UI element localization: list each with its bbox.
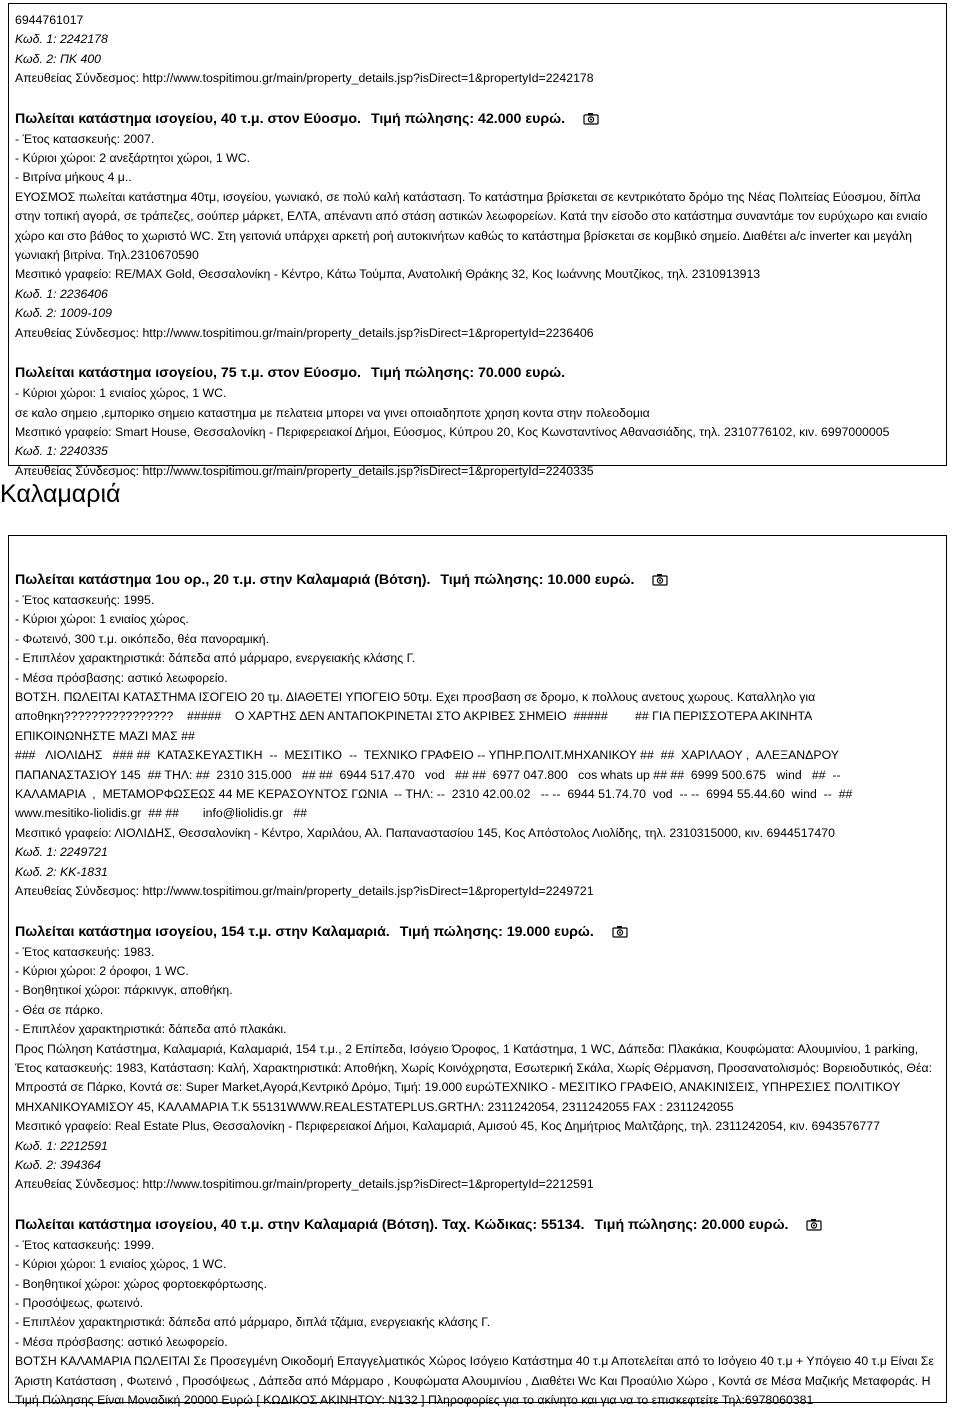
listing-direct-link[interactable]: Απευθείας Σύνδεσμος: http://www.tospitimou.gr/main/property_details.jsp?isDirect=1&propertyId=2236406	[15, 325, 594, 340]
feature-line: - Έτος κατασκευής: 1995.	[15, 593, 155, 607]
region-heading: Καλαμαριά	[0, 480, 121, 508]
feature-line: - Θέα σε πάρκο.	[15, 1002, 104, 1017]
listing-code1: Κωδ. 1: 2242178	[15, 32, 108, 47]
listing-price: Τιμή πώλησης: 20.000 ευρώ.	[594, 1216, 789, 1233]
listing-office: Μεσιτικό γραφείο: ΛΙΟΛΙΔΗΣ, Θεσσαλονίκη - Κέντρο, Χαριλάου, Αλ. Παπαναστασίου 145, Κος Απόστολος Λιολίδης, τηλ. 2310315000, κιν. 6944517470	[15, 825, 835, 840]
listing-office: Μεσιτικό γραφείο: RE/MAX Gold, Θεσσαλονίκη - Κέντρο, Κάτω Τούμπα, Ανατολική Θράκης 32, Κος Ιωάννης Μουτζίκος, τηλ. 2310913913	[15, 267, 761, 282]
listing-description: ΒΟΤΣΗ ΚΑΛΑΜΑΡΙΑ ΠΩΛΕΙΤΑΙ Σε Προσεγμένη Οικοδομή Επαγγελματικός Χώρος Ισόγειο Κατάστημα 40 τ.μ Αποτελείται από το Ισόγειο 40 τ.μ + Υπόγειο 40 τ.μ Είναι Σε Άριστη Κατάσταση , Φωτεινό , Προσόψεως , Δάπεδα από Μάρμαρο , Κουφώματα Αλουμινίου , Διαθέτει Wc Και Προαύλιο Χώρο , Κοντά σε Μέσα Μαζικής Μεταφοράς. Η Τιμή Πώλησης Είναι Μοναδική 20000 Ευρώ [ ΚΩΔΙΚΟΣ ΑΚΙΝΗΤΟΥ: Ν132 ] Πληροφορίες για το ακίνητο και για να το επισκεφτείτε Τηλ:6978060381	[15, 1354, 934, 1408]
feature-line: - Μέσα πρόσβασης: αστικό λεωφορείο.	[15, 1334, 228, 1349]
listing-direct-link[interactable]: Απευθείας Σύνδεσμος: http://www.tospitimou.gr/main/property_details.jsp?isDirect=1&propertyId=2249721	[15, 884, 594, 899]
feature-line: - Κύριοι χώροι: 2 ανεξάρτητοι χώροι, 1 WC.	[15, 151, 251, 166]
listing-title-text: Πωλείται κατάστημα ισογείου, 75 τ.μ. στον Εύοσμο.	[15, 365, 361, 382]
description-line: ΕΠΙΚΟΙΝΩΝΗΣΤΕ ΜΑΖΙ ΜΑΣ ##	[15, 728, 195, 743]
description-line: www.mesitiko-liolidis.gr ## ## info@liolidis.gr ##	[15, 806, 308, 821]
feature-line: - Βοηθητικοί χώροι: πάρκινγκ, αποθήκη.	[15, 983, 233, 998]
listing-office: Μεσιτικό γραφείο: Real Estate Plus, Θεσσαλονίκη - Περιφερειακοί Δήμοι, Καλαμαριά, Αμισού 45, Κος Δημήτριος Μαλτζάρης, τηλ. 2311242054, κιν. 6943576777	[15, 1119, 880, 1134]
listing-direct-link[interactable]: Απευθείας Σύνδεσμος: http://www.tospitimou.gr/main/property_details.jsp?isDirect=1&propertyId=2212591	[15, 1177, 594, 1192]
listing-title[interactable]	[15, 570, 940, 591]
camera-icon[interactable]	[652, 573, 668, 586]
listing-code1: Κωδ. 1: 2249721	[15, 845, 108, 860]
listing-title[interactable]	[15, 363, 940, 384]
listing-code2: Κωδ. 2: ΠΚ 400	[15, 51, 102, 66]
listing-phone: 6944761017	[15, 13, 84, 27]
feature-line: - Επιπλέον χαρακτηριστικά: δάπεδα από πλακάκι.	[15, 1022, 287, 1037]
feature-line: - Έτος κατασκευής: 1999.	[15, 1237, 155, 1252]
description-line: αποθηκη???????????????? ##### Ο ΧΑΡΤΗΣ ΔΕΝ ΑΝΤΑΠΟΚΡΙΝΕΤΑΙ ΣΤΟ ΑΚΡΙΒΕΣ ΣΗΜΕΙΟ ##### ## ΓΙΑ ΠΕΡΙΣΣΟΤΕΡΑ ΑΚΙΝΗΤΑ	[15, 709, 813, 724]
listing-title-text: Πωλείται κατάστημα 1ου ορ., 20 τ.μ. στην Καλαμαριά (Βότση).	[15, 572, 431, 588]
listing-code2: Κωδ. 2: 394364	[15, 1157, 102, 1172]
listing-office: Μεσιτικό γραφείο: Smart House, Θεσσαλονίκη - Περιφερειακοί Δήμοι, Εύοσμος, Κύπρου 20, Κος Κωνσταντίνος Αθανασιάδης, τηλ. 2310776102, κιν. 6997000005	[15, 424, 890, 439]
listing-description: ΕΥΟΣΜΟΣ πωλείται κατάστημα 40τμ, ισογείου, γωνιακό, σε πολύ καλή κατάσταση. Το κατάστημα βρίσκεται σε κεντρικότατο δρόμο της Νέας Πολιτείας Εύοσμου, δίπλα στην τοπική αγορά, σε τράπεζες, σούπερ μάρκετ, ΕΛΤΑ, απέναντι από στάση αστικών λεωφορείων. Κατά την είσοδο στο κατάστημα συναντάμε τον ευρύχωρο και ενιαίο χώρο και στο βάθος το χωριστό WC. Στη γειτονιά υπάρχει αρκετή ροή αυτοκινήτων καθώς το κατάστημα βρίσκεται σε κομβικό σημείο. Διαθέτει a/c inverter και μεγάλη γωνιακή βιτρίνα. Τηλ.2310670590	[15, 189, 928, 263]
listing-title[interactable]	[15, 1215, 940, 1236]
feature-line: - Φωτεινό, 300 τ.μ. οικόπεδο, θέα πανοραμική.	[15, 631, 270, 646]
listing-code1: Κωδ. 1: 2212591	[15, 1138, 108, 1153]
listings-block-evosmos	[8, 3, 947, 478]
description-line: ΚΑΛΑΜΑΡΙΑ , ΜΕΤΑΜΟΡΦΩΣΕΩΣ 44 ΜΕ ΚΕΡΑΣΟΥΝΤΟΣ ΓΩΝΙΑ -- ΤΗΛ: -- 2310 42.00.02 -- -- 6944 51.74.70 vod -- -- 6994 55.44.60 wind -- ##	[15, 787, 853, 802]
description-line: ΒΟΤΣΗ. ΠΩΛΕΙΤΑΙ ΚΑΤΑΣΤΗΜΑ ΙΣΟΓΕΙΟ 20 τμ. ΔΙΑΘΕΤΕΙ ΥΠΟΓΕΙΟ 50τμ. Εχει προσβαση σε δρομο, κ πολλους ανετους χωρους. Καταλληλο για	[15, 690, 816, 705]
camera-icon[interactable]	[806, 1218, 822, 1231]
camera-icon[interactable]	[583, 112, 599, 125]
listing-title[interactable]	[15, 109, 940, 130]
feature-line: - Βιτρίνα μήκους 4 μ..	[15, 170, 132, 185]
listings-block-kalamaria	[8, 535, 947, 1408]
feature-line: - Έτος κατασκευής: 2007.	[15, 131, 155, 146]
listing-price: Τιμή πώλησης: 10.000 ευρώ.	[440, 572, 635, 588]
listing-direct-link[interactable]: Απευθείας Σύνδεσμος: http://www.tospitimou.gr/main/property_details.jsp?isDirect=1&propertyId=2240335	[15, 463, 594, 478]
listing-title[interactable]	[15, 922, 940, 943]
feature-line: - Κύριοι χώροι: 2 όροφοι, 1 WC.	[15, 963, 189, 978]
feature-line: - Μέσα πρόσβασης: αστικό λεωφορείο.	[15, 670, 228, 685]
listing-code2: Κωδ. 2: 1009-109	[15, 306, 112, 321]
listing-code1: Κωδ. 1: 2240335	[15, 444, 108, 459]
listing-title-text: Πωλείται κατάστημα ισογείου, 154 τ.μ. στην Καλαμαριά.	[15, 923, 390, 940]
feature-line: - Έτος κατασκευής: 1983.	[15, 944, 155, 959]
feature-line: - Βοηθητικοί χώροι: χώρος φορτοεκφόρτωσης.	[15, 1276, 267, 1291]
listing-description: σε καλο σημειο ,εμπορικο σημειο καταστημα με πελατεια μπορει να γινει οποιαδηποτε χρηση κοντα στην πολεοδομια	[15, 405, 650, 420]
description-line: ### ΛΙΟΛΙΔΗΣ ### ## ΚΑΤΑΣΚΕΥΑΣΤΙΚΗ -- ΜΕΣΙΤΙΚΟ -- ΤΕΧΝΙΚΟ ΓΡΑΦΕΙΟ -- ΥΠΗΡ.ΠΟΛΙΤ.ΜΗΧΑΝΙΚΟΥ ## ## ΧΑΡΙΛΑΟΥ , ΑΛΕΞΑΝΔΡΟΥ	[15, 748, 839, 763]
listing-code1: Κωδ. 1: 2236406	[15, 286, 108, 301]
camera-icon[interactable]	[612, 925, 628, 938]
feature-line: - Προσόψεως, φωτεινό.	[15, 1296, 144, 1310]
listing-code2: Κωδ. 2: KK-1831	[15, 864, 108, 879]
listing-description: Προς Πώληση Κατάστημα, Καλαμαριά, Καλαμαριά, 154 τ.μ., 2 Επίπεδα, Ισόγειο Όροφος, 1 Κατάστημα, 1 WC, Δάπεδα: Πλακάκια, Κουφώματα: Αλουμινίου, 1 parking, Έτος κατασκευής: 1983, Κατάσταση: Καλή, Χαρακτηριστικά: Αποθήκη, Χωρίς Κοινόχρηστα, Εσωτερική Σκάλα, Χωρίς Θέρμανση, Προσανατολισμός: Βορειοδυτικός, Θέα: Μπροστά σε Πάρκο, Κοντά σε: Super Market,Αγορά,Κεντρικό Δρόμο, Τιμή: 19.000 ευρώΤΕΧΝΙΚΟ - ΜΕΣΙΤΙΚΟ ΓΡΑΦΕΙΟ, ΑΝΑΚΙΝΙΣΕΙΣ, ΥΠΗΡΕΣΙΕΣ ΠΟΛΙΤΙΚΟΥ ΜΗΧΑΝΙΚΟΥΑΜΙΣΟΥ 45, ΚΑΛΑΜΑΡΙΑ Τ.Κ 55131WWW.REALESTATEPLUS.GRTHΛ: 2311242054, 2311242055 FAX : 2311242055	[15, 1041, 932, 1114]
feature-line: - Επιπλέον χαρακτηριστικά: δάπεδα από μάρμαρο, ενεργειακής κλάσης Γ.	[15, 651, 416, 666]
feature-line: - Επιπλέον χαρακτηριστικά: δάπεδα από μάρμαρο, διπλά τζάμια, ενεργειακής κλάσης Γ.	[15, 1315, 491, 1330]
description-line: ΠΑΠΑΝΑΣΤΑΣΙΟΥ 145 ## ΤΗΛ: ## 2310 315.000 ## ## 6944 517.470 vod ## ## 6977 047.800 cos whats up ## ## 6999 500.675 wind ## --	[15, 767, 841, 782]
feature-line: - Κύριοι χώροι: 1 ενιαίος χώρος, 1 WC.	[15, 386, 227, 401]
listing-price: Τιμή πώλησης: 19.000 ευρώ.	[399, 923, 594, 940]
listing-title-text: Πωλείται κατάστημα ισογείου, 40 τ.μ. στον Εύοσμο.	[15, 110, 361, 127]
feature-line: - Κύριοι χώροι: 1 ενιαίος χώρος.	[15, 612, 189, 627]
listing-price: Τιμή πώλησης: 42.000 ευρώ.	[370, 110, 566, 127]
listing-price: Τιμή πώλησης: 70.000 ευρώ.	[370, 365, 566, 382]
feature-line: - Κύριοι χώροι: 1 ενιαίος χώρος, 1 WC.	[15, 1257, 227, 1272]
listing-direct-link[interactable]: Απευθείας Σύνδεσμος: http://www.tospitimou.gr/main/property_details.jsp?isDirect=1&propertyId=2242178	[15, 71, 594, 86]
listing-title-text: Πωλείται κατάστημα ισογείου, 40 τ.μ. στην Καλαμαριά (Βότση). Ταχ. Κώδικας: 55134.	[15, 1216, 585, 1233]
